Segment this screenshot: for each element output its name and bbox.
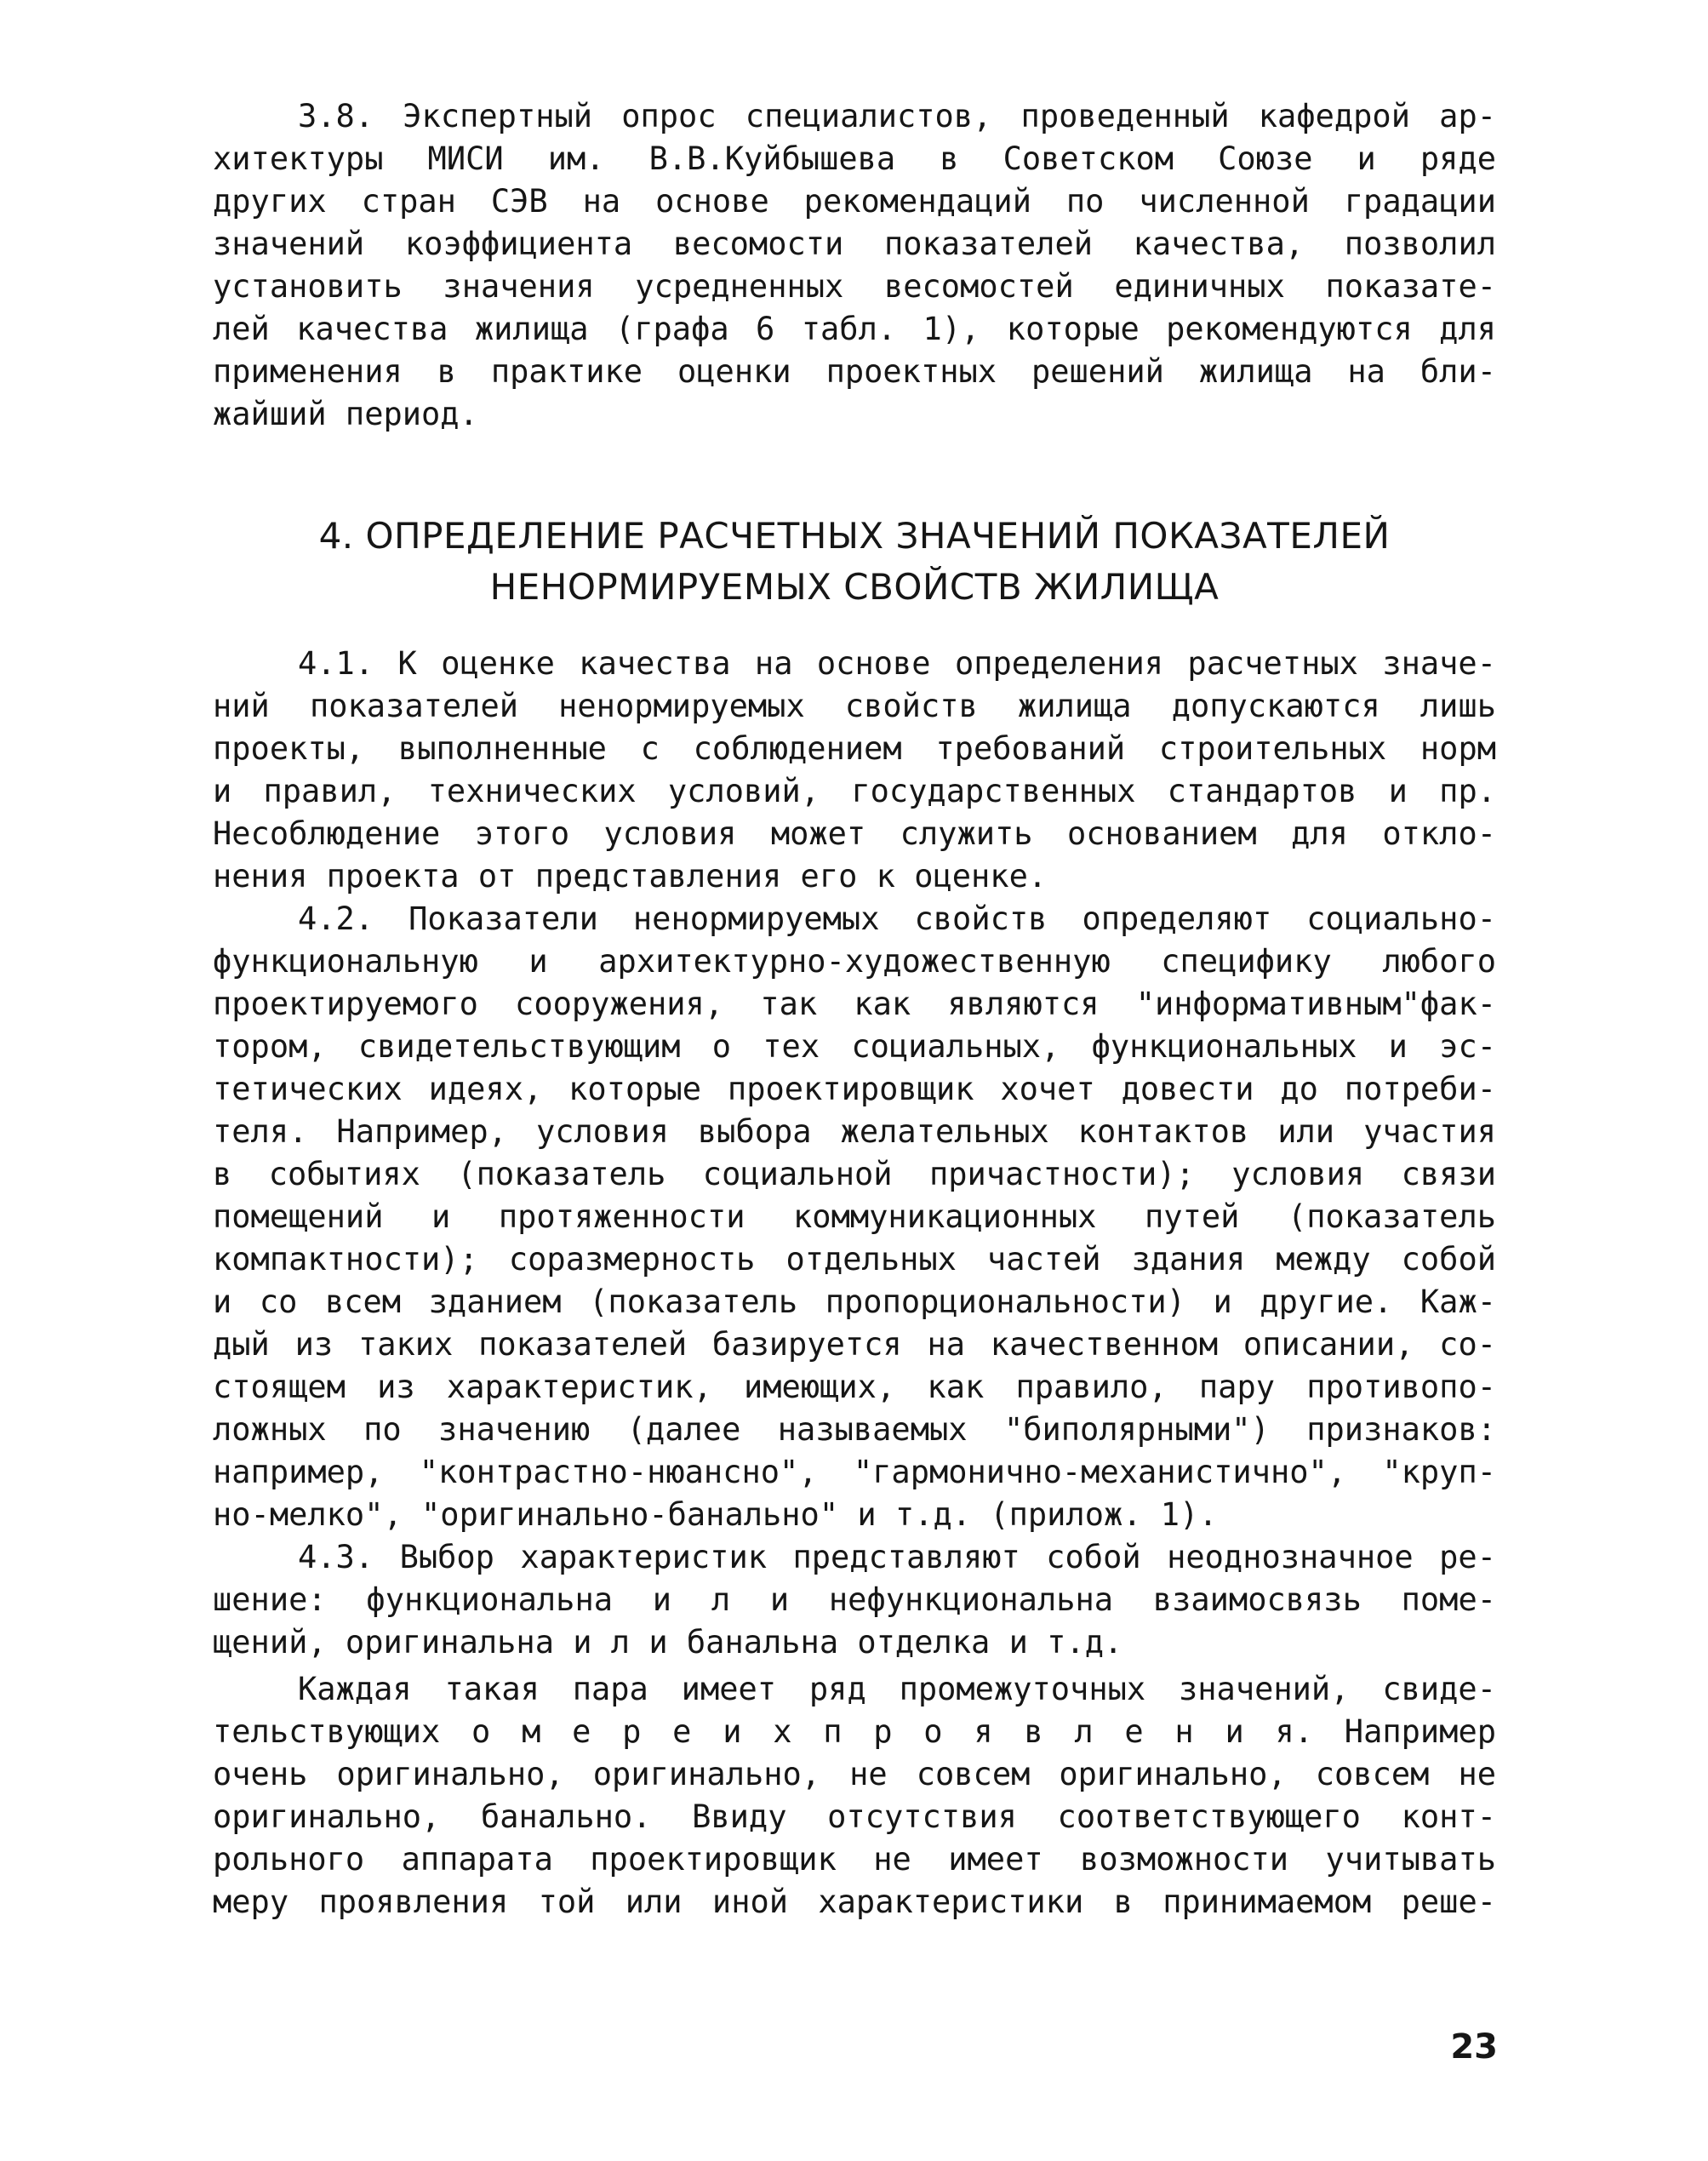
text-line: в событиях (показатель социальной причастности); условия связи (213, 1156, 1496, 1192)
text-line: 4.2. Показатели ненормируемых свойств определяют социально- (298, 900, 1496, 937)
text-line: проекты, выполненные с соблюдением требований строительных норм (213, 730, 1496, 767)
heading-line: НЕНОРМИРУЕМЫХ СВОЙСТВ ЖИЛИЩА (489, 566, 1220, 608)
text-line: жайший период. (213, 396, 478, 432)
text-line: оригинально, банально. Ввиду отсутствия соответствующего конт- (213, 1798, 1496, 1835)
text-line: ложных по значению (далее называемых "биполярными") признаков: (213, 1411, 1496, 1448)
paragraph-3-8 (213, 95, 1496, 436)
text-line: 4.3. Выбор характеристик представляют собой неоднозначное ре- (298, 1539, 1496, 1575)
text-line: значений коэффициента весомости показателей качества, позволил (213, 226, 1496, 262)
text-line: шение: функциональна и л и нефункциональна взаимосвязь поме- (213, 1581, 1496, 1618)
text-line: теля. Например, условия выбора желательных контактов или участия (213, 1113, 1496, 1150)
text-line: хитектуры МИСИ им. В.В.Куйбышева в Советском Союзе и ряде (213, 140, 1496, 177)
text-line: Несоблюдение этого условия может служить основанием для откло- (213, 815, 1496, 852)
text-line: Каждая такая пара имеет ряд промежуточных значений, свиде- (298, 1671, 1496, 1707)
text-line: например, "контрастно-нюансно", "гармонично-механистично", "круп- (213, 1454, 1496, 1490)
page-number: 23 (1450, 2027, 1498, 2067)
text-line: помещений и протяженности коммуникационных путей (показатель (213, 1198, 1496, 1235)
text-line: но-мелко", "оригинально-банально" и т.д. (прилож. 1). (213, 1496, 1218, 1533)
text-line: и со всем зданием (показатель пропорциональности) и другие. Каж- (213, 1283, 1496, 1320)
text-line: дый из таких показателей базируется на качественном описании, со- (213, 1326, 1496, 1363)
text-line: стоящем из характеристик, имеющих, как правило, пару противопо- (213, 1369, 1496, 1405)
text-line: тельствующих о м е р е и х п р о я в л е н и я. Например (213, 1713, 1496, 1750)
text-line: тетических идеях, которые проектировщик хочет довести до потреби- (213, 1071, 1496, 1107)
text-line: меру проявления той или иной характеристики в принимаемом реше- (213, 1884, 1496, 1920)
text-line: лей качества жилища (графа 6 табл. 1), которые рекомендуются для (213, 311, 1496, 347)
text-line: установить значения усредненных весомостей единичных показате- (213, 268, 1496, 305)
heading-line: 4. ОПРЕДЕЛЕНИЕ РАСЧЕТНЫХ ЗНАЧЕНИЙ ПОКАЗАТЕЛЕЙ (318, 515, 1391, 557)
text-line: функциональную и архитектурно-художественную специфику любого (213, 943, 1496, 980)
text-line: рольного аппарата проектировщик не имеет возможности учитывать (213, 1841, 1496, 1878)
text-line: 3.8. Экспертный опрос специалистов, проведенный кафедрой ар- (298, 98, 1496, 134)
text-line: применения в практике оценки проектных решений жилища на бли- (213, 353, 1496, 390)
text-line: очень оригинально, оригинально, не совсем оригинально, совсем не (213, 1756, 1496, 1792)
text-line: и правил, технических условий, государственных стандартов и пр. (213, 773, 1496, 809)
text-line: щений, оригинальна и л и банальна отделка и т.д. (213, 1624, 1123, 1661)
text-line: других стран СЭВ на основе рекомендаций по численной градации (213, 183, 1496, 220)
text-line: проектируемого сооружения, так как являются "информативным"фак- (213, 986, 1496, 1022)
text-line: нения проекта от представления его к оценке. (213, 858, 1048, 895)
text-line: компактности); соразмерность отдельных частей здания между собой (213, 1241, 1496, 1278)
text-line: 4.1. К оценке качества на основе определения расчетных значе- (298, 645, 1496, 682)
section-4-body (213, 643, 1496, 1924)
text-line: тором, свидетельствующим о тех социальных, функциональных и эс- (213, 1028, 1496, 1065)
section-heading (213, 511, 1496, 613)
text-line: ний показателей ненормируемых свойств жилища допускаются лишь (213, 688, 1496, 724)
